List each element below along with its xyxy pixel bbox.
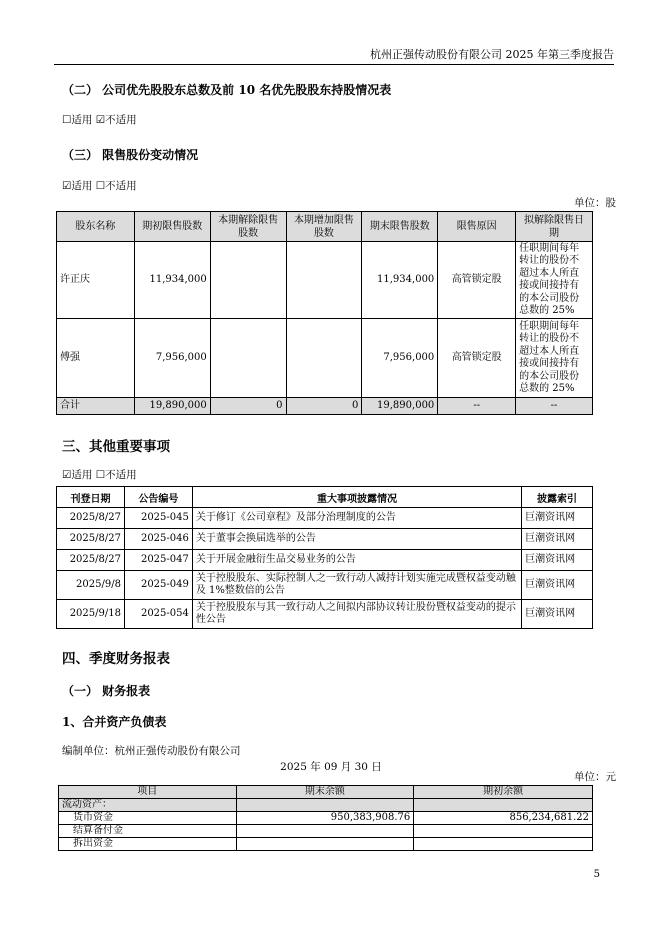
added-shares xyxy=(286,242,362,319)
end-balance xyxy=(236,799,414,812)
announcement-code: 2025-054 xyxy=(124,600,192,629)
publish-date: 2025/8/27 xyxy=(57,529,125,550)
compiler-unit: 编制单位：杭州正强传动股份有限公司 xyxy=(62,745,241,757)
disclosure-index: 巨潮资讯网 xyxy=(522,571,593,600)
col-header: 期末限售股数 xyxy=(362,212,438,242)
release-date-line: 接或间接持有 xyxy=(519,358,580,369)
col-header: 期初限售股数 xyxy=(134,212,210,242)
report-header-title: 杭州正强传动股份有限公司 2025 年第三季度报告 xyxy=(370,48,614,61)
begin-shares: 11,934,000 xyxy=(134,242,210,319)
begin-balance xyxy=(414,825,593,838)
begin-balance xyxy=(414,838,593,851)
table-row xyxy=(57,242,593,319)
release-date-line: 的本公司股份 xyxy=(519,370,580,382)
end-balance xyxy=(236,838,414,851)
release-date-line: 任职期间每年 xyxy=(519,242,580,254)
total-end-shares: 19,890,000 xyxy=(362,398,438,415)
matter-description: 关于控股股东与其一致行动人之间拟内部协议转让股份暨权益变动的提示性公告 xyxy=(192,600,521,629)
table-row xyxy=(57,550,593,571)
release-date-line: 总数的 25% xyxy=(519,383,575,394)
end-balance: 950,383,908.76 xyxy=(236,812,414,825)
table-header-row xyxy=(59,786,593,799)
col-header: 本期增加限售股数 xyxy=(286,212,362,242)
matter-description: 关于董事会换届选举的公告 xyxy=(192,529,521,550)
other-matters-applicability: ☑适用 ☐不适用 xyxy=(62,469,137,481)
publish-date: 2025/9/18 xyxy=(57,600,125,629)
balance-sheet-table xyxy=(58,785,593,851)
begin-balance xyxy=(414,799,593,812)
restriction-reason: 高管锁定股 xyxy=(438,242,516,319)
added-shares xyxy=(286,319,362,398)
announcement-code: 2025-047 xyxy=(124,550,192,571)
disclosure-index: 巨潮资讯网 xyxy=(522,508,593,529)
release-date-line: 转让的股份不 xyxy=(519,333,580,344)
col-header: 限售原因 xyxy=(438,212,516,242)
col-header: 拟解除限售日期 xyxy=(516,212,593,242)
col-header: 公告编号 xyxy=(124,487,192,508)
table-row xyxy=(59,825,593,838)
matter-description: 关于控股股东、实际控制人之一致行动人减持计划实施完成暨权益变动触及 1%整数倍的公告 xyxy=(192,571,521,600)
table-header-row xyxy=(57,212,593,242)
table-row xyxy=(57,529,593,550)
begin-balance: 856,234,681.22 xyxy=(414,812,593,825)
publish-date: 2025/8/27 xyxy=(57,550,125,571)
released-shares xyxy=(210,319,286,398)
announcement-code: 2025-046 xyxy=(124,529,192,550)
release-date-line: 的本公司股份 xyxy=(519,292,580,304)
total-label: 合计 xyxy=(57,398,135,415)
col-header: 披露索引 xyxy=(522,487,593,508)
table-row xyxy=(59,799,593,812)
line-item: 货币资金 xyxy=(59,812,237,825)
release-date xyxy=(516,242,593,319)
release-date-line: 超过本人所直 xyxy=(519,267,580,279)
col-header: 股东名称 xyxy=(57,212,135,242)
restricted-shares-unit: 单位：股 xyxy=(574,197,616,209)
total-released-shares: 0 xyxy=(210,398,286,415)
financial-statements-heading: 四、季度财务报表 xyxy=(62,651,170,667)
table-row xyxy=(59,838,593,851)
release-date-line: 接或间接持有 xyxy=(519,280,580,291)
col-header: 重大事项披露情况 xyxy=(192,487,521,508)
end-balance xyxy=(236,825,414,838)
col-header: 刊登日期 xyxy=(57,487,125,508)
line-item: 流动资产： xyxy=(59,799,237,812)
restricted-shares-heading: （三） 限售股份变动情况 xyxy=(62,148,199,162)
financial-statements-subheading: （一） 财务报表 xyxy=(62,684,151,698)
matter-description: 关于开展金融衍生品交易业务的公告 xyxy=(192,550,521,571)
col-header: 项目 xyxy=(59,786,237,799)
disclosure-index: 巨潮资讯网 xyxy=(522,550,593,571)
table-row xyxy=(59,812,593,825)
release-date-line: 超过本人所直 xyxy=(519,345,580,357)
header-divider xyxy=(54,64,614,65)
released-shares xyxy=(210,242,286,319)
publish-date: 2025/9/8 xyxy=(57,571,125,600)
balance-sheet-heading: 1、合并资产负债表 xyxy=(62,715,167,729)
line-item: 拆出资金 xyxy=(59,838,237,851)
release-date xyxy=(516,319,593,398)
disclosure-index: 巨潮资讯网 xyxy=(522,600,593,629)
announcement-code: 2025-045 xyxy=(124,508,192,529)
preferred-shares-heading: （二） 公司优先股股东总数及前 10 名优先股股东持股情况表 xyxy=(62,83,392,97)
shareholder-name: 傅强 xyxy=(57,319,135,398)
matter-description: 关于修订《公司章程》及部分治理制度的公告 xyxy=(192,508,521,529)
shareholder-name: 许正庆 xyxy=(57,242,135,319)
preferred-shares-applicability: ☐适用 ☑不适用 xyxy=(62,114,137,126)
col-header: 期末余额 xyxy=(236,786,414,799)
other-matters-heading: 三、其他重要事项 xyxy=(62,439,170,455)
total-added-shares: 0 xyxy=(286,398,362,415)
restricted-shares-applicability: ☑适用 ☐不适用 xyxy=(62,180,137,192)
restriction-reason: 高管锁定股 xyxy=(438,319,516,398)
release-date-line: 转让的股份不 xyxy=(519,255,580,266)
other-matters-table xyxy=(56,486,593,629)
begin-shares: 7,956,000 xyxy=(134,319,210,398)
table-row xyxy=(57,508,593,529)
disclosure-index: 巨潮资讯网 xyxy=(522,529,593,550)
col-header: 期初余额 xyxy=(414,786,593,799)
announcement-code: 2025-049 xyxy=(124,571,192,600)
total-date: -- xyxy=(516,398,593,415)
total-begin-shares: 19,890,000 xyxy=(134,398,210,415)
publish-date: 2025/8/27 xyxy=(57,508,125,529)
table-row xyxy=(57,319,593,398)
line-item: 结算备付金 xyxy=(59,825,237,838)
balance-sheet-unit: 单位：元 xyxy=(574,771,616,783)
table-total-row xyxy=(57,398,593,415)
col-header: 本期解除限售股数 xyxy=(210,212,286,242)
release-date-line: 任职期间每年 xyxy=(519,320,580,332)
restricted-shares-table xyxy=(56,211,593,415)
page-number: 5 xyxy=(593,869,600,880)
end-shares: 7,956,000 xyxy=(362,319,438,398)
table-row xyxy=(57,571,593,600)
end-shares: 11,934,000 xyxy=(362,242,438,319)
table-row xyxy=(57,600,593,629)
total-reason: -- xyxy=(438,398,516,415)
release-date-line: 总数的 25% xyxy=(519,305,575,316)
report-date: 2025 年 09 月 30 日 xyxy=(280,761,382,773)
table-header-row xyxy=(57,487,593,508)
